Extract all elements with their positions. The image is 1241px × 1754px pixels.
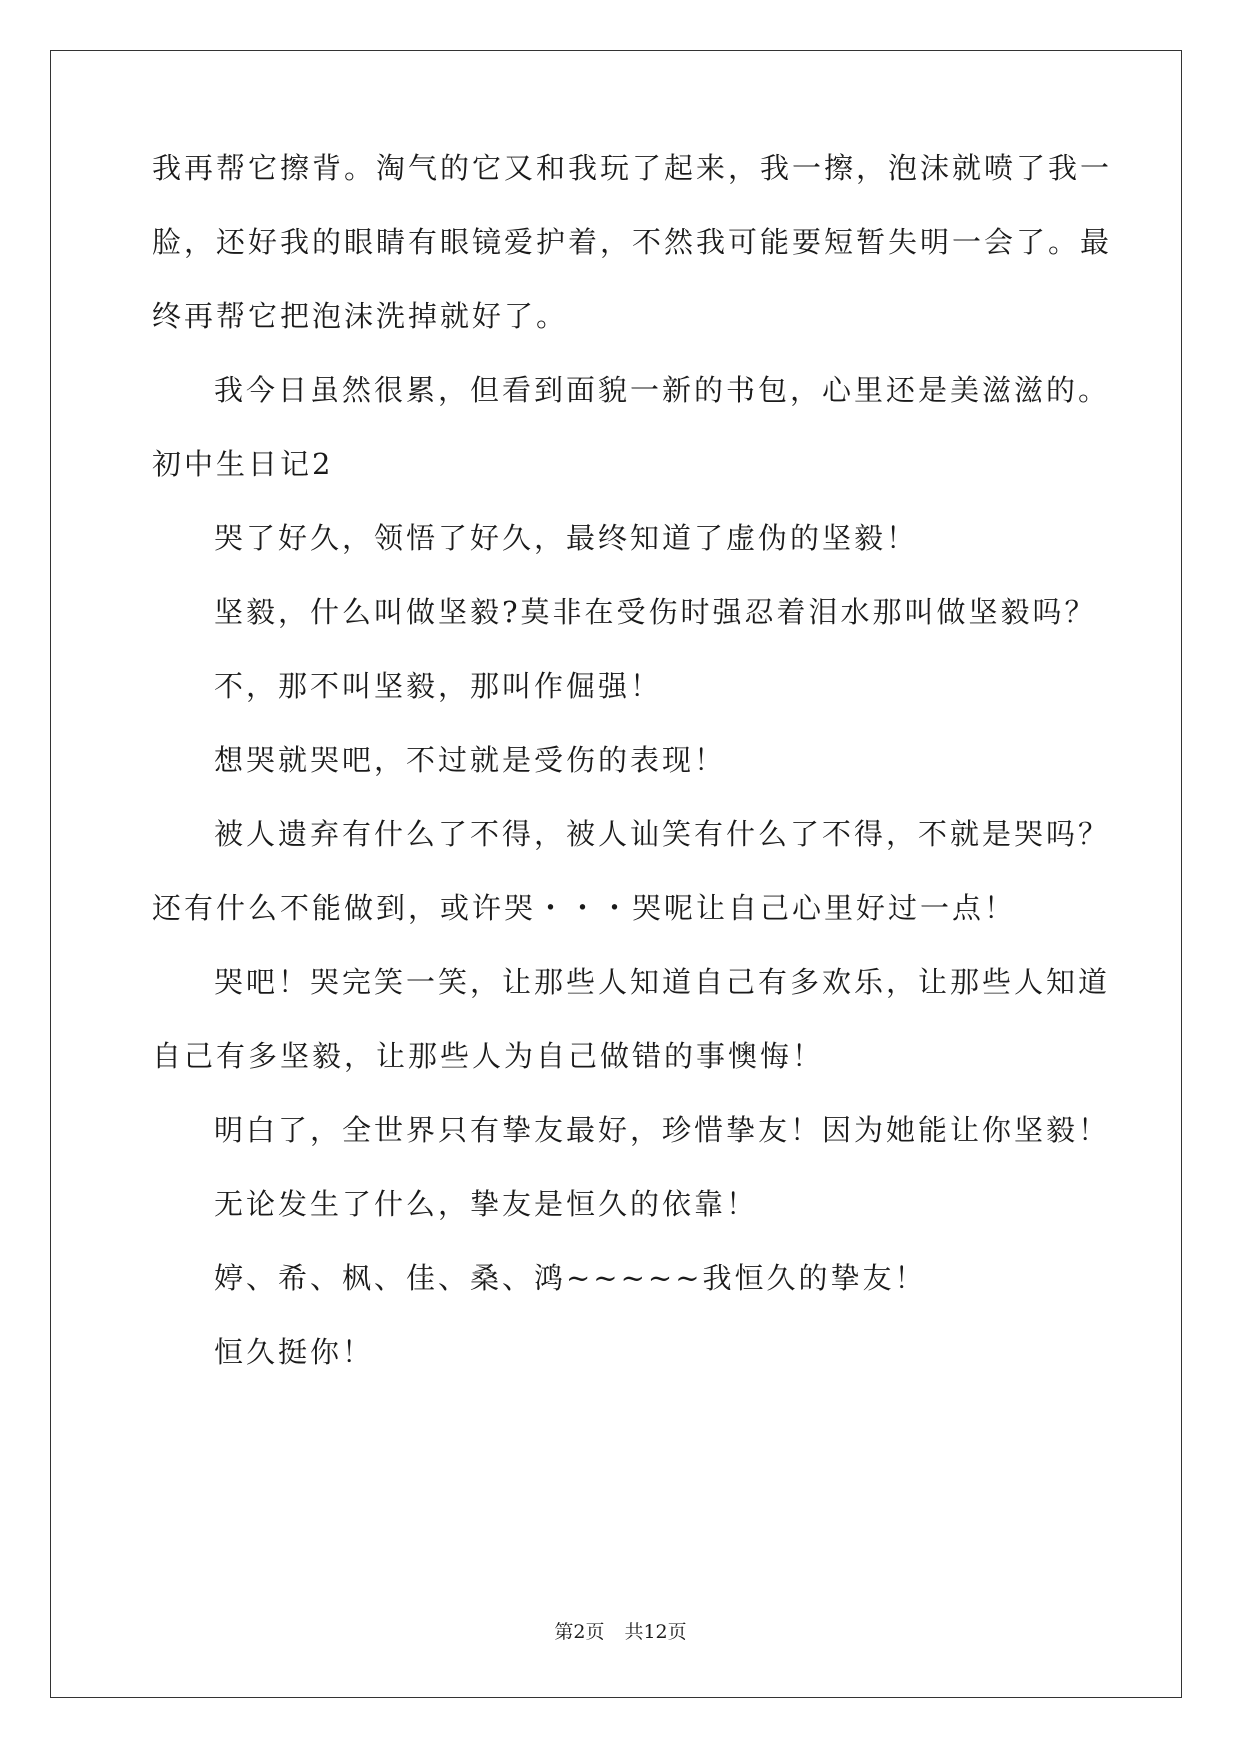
text-line-10: 被人遗弃有什么了不得，被人讪笑有什么了不得，不就是哭吗？: [214, 817, 1111, 851]
page-footer: [0, 1620, 1241, 1644]
text-line-13: 自己有多坚毅，让那些人为自己做错的事懊悔！: [152, 1039, 825, 1073]
text-line-16: 婷、希、枫、佳、桑、鸿~~~~~我恒久的挚友！: [214, 1261, 927, 1295]
text-line-3: 终再帮它把泡沫洗掉就好了。: [152, 299, 569, 333]
text-line-2: 脸，还好我的眼睛有眼镜爱护着，不然我可能要短暂失明一会了。最: [152, 225, 1113, 259]
text-line-7: 坚毅，什么叫做坚毅?莫非在受伤时强忍着泪水那叫做坚毅吗？: [214, 595, 1097, 629]
text-line-6: 哭了好久，领悟了好久，最终知道了虚伪的坚毅！: [214, 521, 919, 555]
section-heading: 初中生日记2: [152, 447, 334, 481]
text-line-11: 还有什么不能做到，或许哭・・・哭呢让自己心里好过一点！: [152, 891, 1017, 925]
text-line-15: 无论发生了什么，挚友是恒久的依靠！: [214, 1187, 759, 1221]
text-line-9: 想哭就哭吧，不过就是受伤的表现！: [214, 743, 727, 777]
text-line-12: 哭吧！哭完笑一笑，让那些人知道自己有多欢乐，让那些人知道: [214, 965, 1111, 999]
text-line-4: 我今日虽然很累，但看到面貌一新的书包，心里还是美滋滋的。: [214, 373, 1111, 407]
text-line-14: 明白了，全世界只有挚友最好，珍惜挚友！因为她能让你坚毅！: [214, 1113, 1111, 1147]
text-line-17: 恒久挺你！: [214, 1335, 375, 1369]
text-line-1: 我再帮它擦背。淘气的它又和我玩了起来，我一擦，泡沫就喷了我一: [152, 151, 1113, 185]
text-line-8: 不，那不叫坚毅，那叫作倔强！: [214, 669, 663, 703]
page-number: 第2页: [554, 1621, 605, 1643]
page-total: 共12页: [624, 1621, 687, 1643]
